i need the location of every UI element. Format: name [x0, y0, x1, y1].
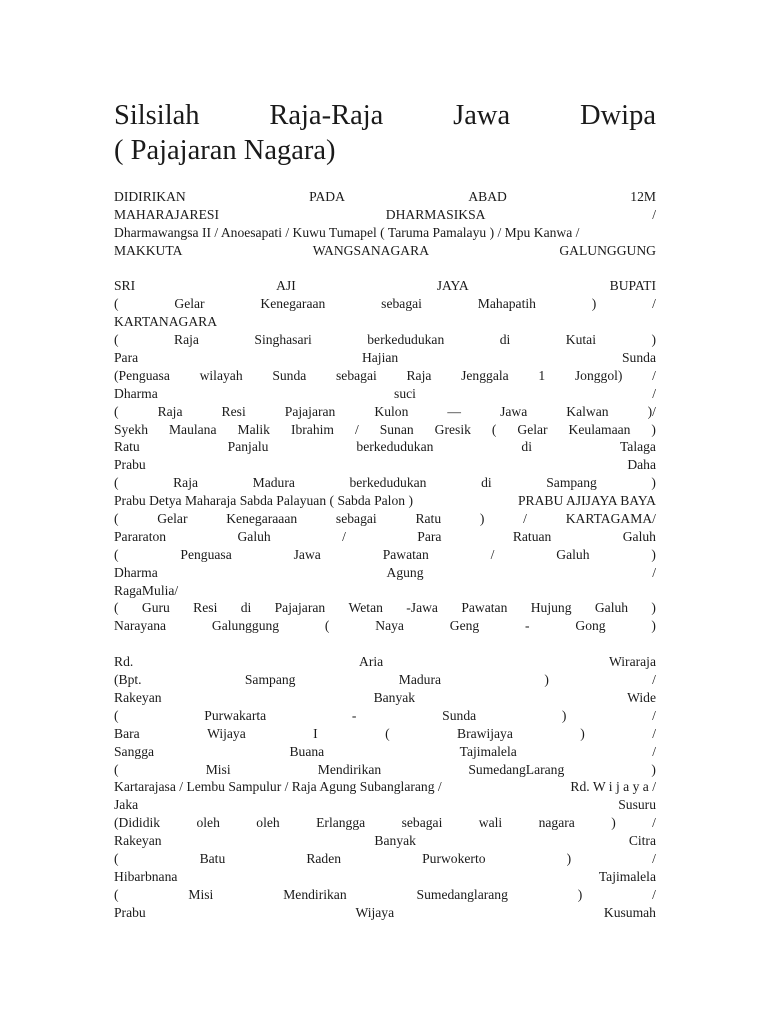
word: ( — [385, 725, 390, 741]
word: Raja — [174, 332, 199, 348]
text-line — [114, 492, 656, 510]
word: Daha — [627, 457, 656, 473]
word: Banyak — [373, 689, 416, 705]
title-word: ( Pajajaran Nagara) — [114, 135, 336, 166]
word: ( — [114, 546, 119, 562]
word: Gelar — [517, 421, 548, 437]
text-line — [114, 349, 656, 367]
title-word: Raja-Raja — [269, 100, 384, 131]
text-line — [114, 224, 656, 242]
word: Citra — [628, 833, 656, 849]
word: Prabu — [114, 457, 146, 473]
word: ( — [114, 761, 119, 777]
word: oleh — [256, 815, 280, 831]
word: Talaga — [619, 439, 656, 455]
text-line — [114, 653, 656, 671]
word: / — [652, 672, 656, 688]
word: ) — [651, 600, 656, 616]
word: Rakeyan — [114, 833, 162, 849]
word: wali — [478, 815, 503, 831]
word: Naya — [375, 618, 404, 634]
word: Keulamaan — [568, 421, 631, 437]
word: / — [652, 564, 656, 580]
title-word: Jawa — [453, 100, 511, 131]
word: Sangga — [114, 743, 155, 759]
word: MAHARAJARESI — [114, 206, 219, 222]
word: di — [481, 475, 492, 491]
word: PADA — [309, 189, 345, 204]
word: / — [652, 743, 656, 759]
word: Madura — [398, 672, 442, 688]
word: RagaMulia/ — [114, 582, 179, 598]
word: di — [499, 332, 511, 348]
word: Mahapatih — [477, 296, 536, 312]
word: ( — [114, 332, 119, 348]
word: Resi — [221, 403, 246, 419]
word: / — [490, 546, 495, 562]
word: Wetan — [348, 600, 383, 616]
word: 1 — [538, 367, 546, 383]
word: Kusumah — [603, 904, 656, 920]
text-line — [114, 599, 656, 617]
word: (Dididik — [114, 815, 161, 831]
text-line — [114, 582, 656, 600]
word: Galuh — [556, 546, 590, 562]
text-line — [114, 778, 656, 796]
word: Ratu — [114, 439, 140, 455]
word: Galuh — [594, 600, 629, 616]
word: Para — [417, 528, 442, 544]
word: SumedangLarang — [468, 761, 565, 777]
word: wilayah — [199, 367, 243, 383]
text-line — [114, 277, 656, 295]
word: Sampang — [546, 475, 597, 491]
word: Jonggol) — [574, 367, 623, 383]
word: Gelar — [157, 511, 188, 527]
text-line — [114, 796, 656, 814]
word: Gresik — [434, 421, 471, 437]
word: Pawatan — [461, 600, 508, 616]
word: sebagai — [401, 815, 443, 831]
text-line — [114, 206, 656, 224]
text-line — [114, 617, 656, 635]
word: Hajian — [361, 350, 399, 366]
paragraph — [114, 188, 656, 260]
text-line — [114, 403, 656, 421]
word: )/ — [647, 403, 656, 419]
word: Sunda — [442, 707, 477, 723]
word: ) — [651, 546, 656, 562]
word: Dharma — [114, 564, 158, 580]
word: ) — [544, 672, 549, 688]
text-line — [114, 510, 656, 528]
word: Wijaya — [207, 725, 246, 741]
word: ) — [566, 850, 572, 866]
word: Sampang — [244, 672, 296, 688]
word: Galuh — [237, 528, 271, 544]
text-line — [114, 814, 656, 832]
word: Madura — [252, 475, 295, 491]
word: Penguasa — [180, 546, 232, 562]
word: Mendirikan — [283, 886, 347, 902]
word: DIDIRIKAN — [114, 189, 186, 204]
text-line — [114, 725, 656, 743]
text-line — [114, 868, 656, 886]
text-line — [114, 689, 656, 707]
word: Raja — [406, 367, 432, 383]
word: — — [447, 403, 462, 419]
word: - — [351, 707, 357, 723]
word: ) — [651, 421, 656, 437]
word: Kenegaraaan — [226, 511, 298, 527]
text-line — [114, 456, 656, 474]
word: Kartarajasa / Lembu Sampulur / Raja Agung Subanglarang / — [114, 779, 442, 795]
text-line — [114, 438, 656, 456]
word: Galunggung — [211, 618, 280, 634]
word: di — [240, 600, 252, 616]
word: sebagai — [336, 367, 377, 383]
word: Kalwan — [566, 403, 609, 419]
word: / — [354, 421, 359, 437]
word: Gong — [575, 618, 606, 634]
word: (Bpt. — [114, 672, 142, 688]
word: Pawatan — [382, 546, 429, 562]
word: Buana — [289, 743, 325, 759]
word: Purwokerto — [422, 850, 486, 866]
word: Batu — [199, 850, 226, 866]
word: Rakeyan — [114, 689, 162, 705]
word: KARTAGAMA/ — [565, 511, 656, 527]
text-line — [114, 242, 656, 260]
text-line — [114, 850, 656, 868]
word: Maulana — [168, 421, 217, 437]
word: Guru — [141, 600, 170, 616]
text-line — [114, 743, 656, 761]
word: / — [652, 725, 656, 741]
word: suci — [394, 385, 416, 401]
word: Gelar — [174, 296, 205, 312]
text-line — [114, 188, 656, 206]
word: / — [652, 886, 656, 902]
word: / — [652, 206, 656, 222]
word: di — [521, 439, 532, 455]
word: Pajajaran — [274, 600, 326, 616]
document-page — [114, 98, 656, 922]
word: GALUNGGUNG — [559, 242, 656, 258]
word: Mendirikan — [317, 761, 382, 777]
word: Sumedanglarang — [416, 886, 508, 902]
word: (Penguasa — [114, 367, 170, 383]
text-line — [114, 528, 656, 546]
text-line — [114, 886, 656, 904]
word: ) — [591, 296, 597, 312]
word: ( — [324, 618, 330, 634]
text-line — [114, 474, 656, 492]
word: Aria — [359, 654, 384, 670]
title-word: Silsilah — [114, 100, 200, 131]
word: -Jawa — [406, 600, 438, 616]
word: / — [523, 511, 527, 527]
text-line — [114, 761, 656, 779]
word: Purwakarta — [204, 707, 267, 723]
word: / — [652, 815, 656, 831]
word: ) — [577, 886, 583, 902]
word: Jawa — [293, 546, 321, 562]
text-line — [114, 385, 656, 403]
document-title — [114, 98, 656, 168]
text-line — [114, 313, 656, 331]
word: / — [652, 850, 656, 866]
word: Galuh — [622, 528, 656, 544]
text-line — [114, 564, 656, 582]
word: / — [342, 528, 346, 544]
word: Resi — [193, 600, 218, 616]
word: Sunda — [622, 350, 656, 366]
word: ( — [114, 600, 119, 616]
word: AJI — [276, 278, 296, 294]
word: ) — [479, 511, 485, 527]
word: Ibrahim — [290, 421, 334, 437]
word: Pajajaran — [284, 403, 336, 419]
word: Malik — [237, 421, 270, 437]
paragraph-gap — [114, 635, 656, 653]
word: Syekh — [114, 421, 148, 437]
word: ( — [114, 707, 119, 723]
word: Wiraraja — [608, 654, 656, 670]
word: SRI — [114, 278, 136, 294]
word: berkedudukan — [349, 475, 427, 491]
word: Misi — [188, 886, 214, 902]
word: Singhasari — [254, 332, 312, 348]
word: Banyak — [374, 833, 416, 849]
word: Kutai — [565, 332, 596, 348]
word: Hujung — [530, 600, 572, 616]
word: ) — [651, 475, 656, 491]
word: Bara — [114, 725, 140, 741]
word: ( — [114, 403, 119, 419]
text-line — [114, 671, 656, 689]
word: / — [652, 707, 656, 723]
word: Panjalu — [227, 439, 269, 455]
word: WANGSANAGARA — [312, 242, 430, 258]
word: ) — [611, 815, 616, 831]
word: Sunan — [379, 421, 414, 437]
title-word: Dwipa — [579, 100, 656, 131]
word: oleh — [196, 815, 220, 831]
word: Geng — [449, 618, 480, 634]
text-line — [114, 421, 656, 439]
word: Raja — [157, 403, 183, 419]
text-line — [114, 295, 656, 313]
word: Jawa — [500, 403, 528, 419]
word: ) — [651, 332, 656, 348]
word: Wide — [627, 689, 656, 705]
word: MAKKUTA — [114, 242, 183, 258]
word: ( — [114, 475, 119, 491]
word: JAYA — [436, 278, 469, 294]
text-line — [114, 546, 656, 564]
word: berkedudukan — [356, 439, 434, 455]
paragraph — [114, 277, 656, 635]
word: Sunda — [272, 367, 307, 383]
word: Kenegaraan — [260, 296, 326, 312]
word: Dharma — [114, 385, 158, 401]
word: / — [652, 296, 656, 312]
word: Ratuan — [512, 528, 552, 544]
word: Hibarbnana — [114, 868, 178, 884]
word: / — [652, 367, 656, 383]
word: Jaka — [114, 797, 139, 813]
word: - — [525, 618, 530, 634]
word: / — [652, 385, 656, 401]
text-line — [114, 367, 656, 385]
word: ) — [651, 618, 656, 634]
word: Kulon — [374, 403, 409, 419]
text-line — [114, 707, 656, 725]
word: Rd. W i j a y a / — [570, 779, 656, 795]
title-line — [114, 133, 656, 168]
word: ( — [114, 511, 119, 527]
word: Jenggala — [461, 367, 509, 383]
word: DHARMASIKSA — [385, 206, 486, 222]
paragraph — [114, 653, 656, 921]
word: Susuru — [618, 797, 656, 813]
word: Pararaton — [114, 528, 167, 544]
word: Rd. — [114, 654, 134, 670]
word: sebagai — [381, 296, 422, 312]
title-line — [114, 98, 656, 133]
word: 12M — [630, 189, 656, 204]
text-line — [114, 832, 656, 850]
word: Dharmawangsa II / Anoesapati / Kuwu Tumapel ( Taruma Pamalayu ) / Mpu Kanwa / — [114, 224, 580, 240]
text-line — [114, 331, 656, 349]
word: Prabu Detya Maharaja Sabda Palayuan ( Sabda Palon ) — [114, 493, 413, 509]
word: Brawijaya — [457, 725, 513, 741]
word: Wijaya — [355, 904, 395, 920]
word: Raja — [173, 475, 199, 491]
word: Prabu — [114, 904, 146, 920]
word: Tajimalela — [459, 743, 517, 759]
document-body — [114, 188, 656, 922]
word: Raden — [306, 850, 342, 866]
word: Tajimalela — [598, 868, 656, 884]
word: Ratu — [415, 511, 442, 527]
word: I — [313, 725, 318, 741]
word: Erlangga — [316, 815, 366, 831]
word: ) — [580, 725, 585, 741]
word: Para — [114, 350, 139, 366]
word: Narayana — [114, 618, 167, 634]
word: ( — [491, 421, 497, 437]
word: ) — [651, 761, 656, 777]
word: KARTANAGARA — [114, 314, 218, 330]
word: ) — [561, 707, 567, 723]
word: PRABU AJIJAYA BAYA — [517, 493, 656, 509]
word: ( — [114, 850, 119, 866]
paragraph-gap — [114, 260, 656, 278]
word: Misi — [205, 761, 231, 777]
word: ( — [114, 886, 119, 902]
word: BUPATI — [609, 278, 656, 294]
word: Agung — [386, 564, 424, 580]
text-line — [114, 904, 656, 922]
word: berkedudukan — [367, 332, 445, 348]
word: nagara — [538, 815, 575, 831]
word: ( — [114, 296, 119, 312]
word: ABAD — [468, 189, 507, 204]
word: sebagai — [335, 511, 377, 527]
